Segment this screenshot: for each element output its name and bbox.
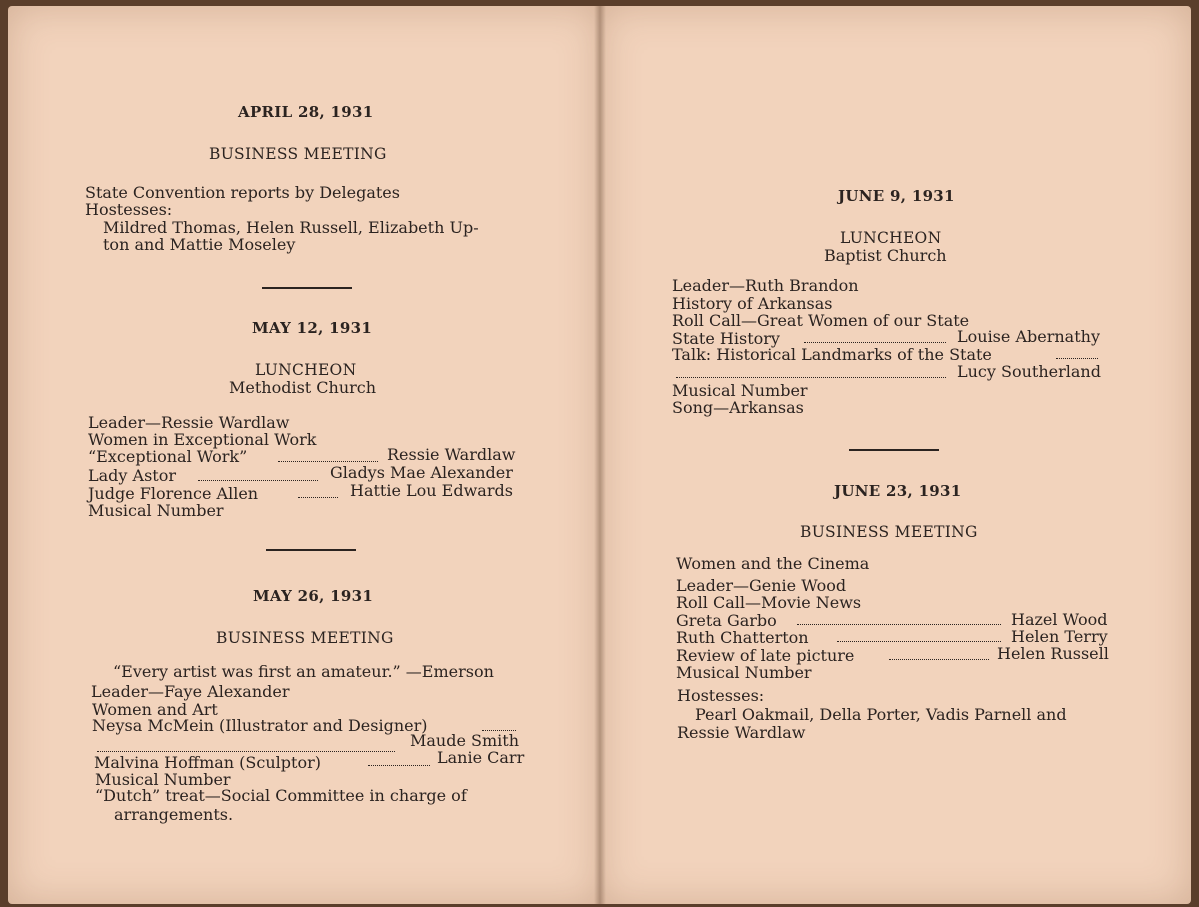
june23-title: BUSINESS MEETING (800, 523, 978, 541)
may12-item-1-topic: “Exceptional Work” (88, 447, 248, 466)
april28-line-3: Mildred Thomas, Helen Russell, Elizabeth Up- (103, 218, 479, 237)
dot-leader (368, 761, 430, 766)
june9-state-history-person: Louise Abernathy (957, 327, 1100, 346)
june23-hostesses-1: Pearl Oakmail, Della Porter, Vadis Parnell and (695, 705, 1067, 724)
dot-leader (97, 747, 395, 752)
dot-leader (889, 655, 989, 660)
june9-line-2: History of Arkansas (672, 294, 833, 313)
dot-leader (804, 338, 946, 343)
may26-mcmein-person: Maude Smith (410, 731, 520, 750)
june9-talk-topic: Talk: Historical Landmarks of the State (672, 345, 992, 364)
dot-leader (797, 620, 1001, 625)
april28-line-2: Hostesses: (85, 200, 173, 219)
may26-hoffman-topic: Malvina Hoffman (Sculptor) (94, 753, 321, 772)
june9-closing-1: Musical Number (672, 381, 808, 400)
april28-title: BUSINESS MEETING (209, 145, 387, 163)
june23-item-3-topic: Review of late picture (676, 646, 855, 665)
june23-hostesses-label: Hostesses: (677, 686, 765, 705)
june9-talk-person: Lucy Southerland (957, 362, 1101, 381)
may26-closing-1: Musical Number (95, 770, 231, 789)
may26-line-1: Leader—Faye Alexander (91, 682, 290, 701)
book-gutter (594, 6, 606, 904)
june23-item-2-person: Helen Terry (1011, 627, 1108, 646)
may26-date: MAY 26, 1931 (253, 587, 374, 605)
may12-line-1: Leader—Ressie Wardlaw (88, 413, 290, 432)
april28-line-4: ton and Mattie Moseley (103, 235, 296, 254)
june23-item-3-person: Helen Russell (997, 644, 1109, 663)
section-divider (849, 449, 939, 451)
may12-title: LUNCHEON (255, 361, 357, 379)
june23-item-1-topic: Greta Garbo (676, 611, 777, 630)
june23-closing: Musical Number (676, 663, 812, 682)
section-divider (262, 287, 352, 289)
june23-subject: Women and the Cinema (676, 554, 870, 573)
may26-title: BUSINESS MEETING (216, 629, 394, 647)
right-page (600, 6, 1191, 904)
june9-line-3: Roll Call—Great Women of our State (672, 311, 970, 330)
april28-date: APRIL 28, 1931 (238, 103, 374, 121)
june23-hostesses-2: Ressie Wardlaw (677, 723, 806, 742)
june9-state-history-topic: State History (672, 329, 780, 348)
june9-location: Baptist Church (824, 246, 947, 265)
may12-item-1-person: Ressie Wardlaw (387, 445, 516, 464)
june23-date: JUNE 23, 1931 (834, 482, 962, 500)
may26-line-2: Women and Art (92, 700, 218, 719)
dot-leader (278, 457, 378, 462)
dot-leader (298, 493, 338, 498)
dot-leader (837, 637, 1001, 642)
dot-leader (676, 373, 946, 378)
may26-hoffman-person: Lanie Carr (437, 748, 525, 767)
may12-date: MAY 12, 1931 (252, 319, 373, 337)
june9-date: JUNE 9, 1931 (838, 187, 955, 205)
may26-line-3: Neysa McMein (Illustrator and Designer) (92, 716, 428, 735)
may12-item-2-topic: Lady Astor (88, 466, 177, 485)
june9-title: LUNCHEON (840, 229, 942, 247)
may12-item-2-person: Gladys Mae Alexander (330, 463, 513, 482)
may12-item-3-topic: Judge Florence Allen (88, 484, 259, 503)
may12-item-3-person: Hattie Lou Edwards (350, 481, 513, 500)
june23-item-2-topic: Ruth Chatterton (676, 628, 809, 647)
dot-leader (198, 476, 318, 481)
may26-closing-2: “Dutch” treat—Social Committee in charge of (95, 786, 467, 805)
may12-closing: Musical Number (88, 501, 224, 520)
dot-leader (1056, 354, 1098, 359)
june23-line-2: Roll Call—Movie News (676, 593, 862, 612)
may12-location: Methodist Church (229, 378, 377, 397)
may26-quote: “Every artist was first an amateur.” —Emerson (113, 662, 494, 681)
june23-item-1-person: Hazel Wood (1011, 610, 1108, 629)
may12-line-2: Women in Exceptional Work (88, 430, 317, 449)
june9-line-1: Leader—Ruth Brandon (672, 276, 859, 295)
april28-line-1: State Convention reports by Delegates (85, 183, 400, 202)
may26-closing-3: arrangements. (114, 805, 234, 824)
june9-closing-2: Song—Arkansas (672, 398, 804, 417)
june23-line-1: Leader—Genie Wood (676, 576, 847, 595)
section-divider (266, 549, 356, 551)
